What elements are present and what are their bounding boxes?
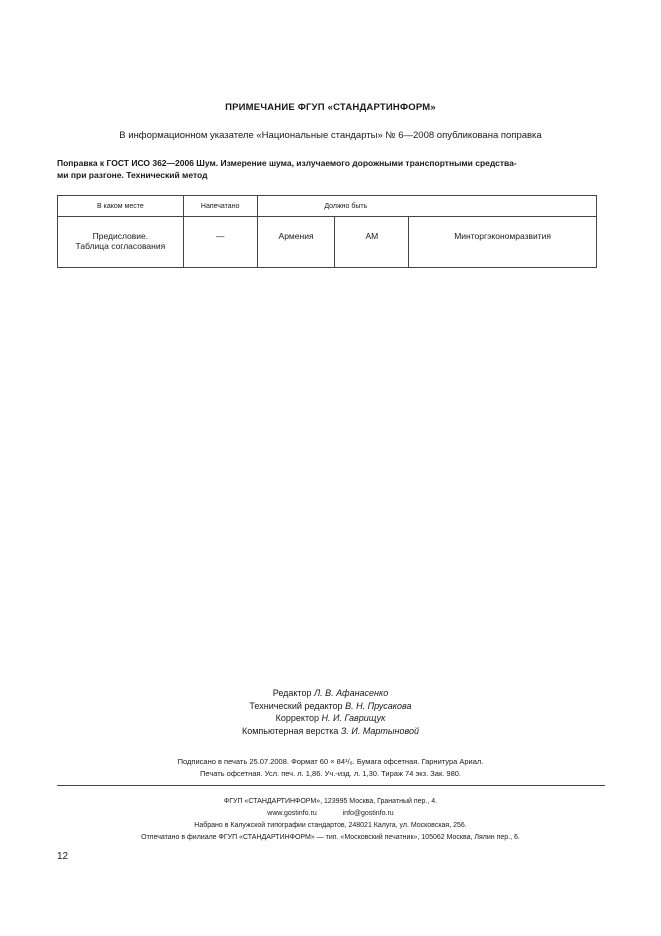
header-should-be-label: Должно быть (324, 202, 368, 210)
amendment-table (57, 195, 597, 268)
cell-where-line2: Таблица согласования (75, 241, 166, 251)
publisher-contacts (0, 810, 661, 817)
publisher-line4: Отпечатано в филиале ФГУП «СТАНДАРТИНФОРМ» — тип. «Московский печатник», 105062 Москва, Лялин пер., 6. (141, 834, 520, 841)
tech-editor-name: В. Н. Прусакова (345, 700, 412, 711)
credit-editor (0, 687, 661, 700)
table-row (58, 217, 597, 268)
divider (57, 785, 605, 786)
publisher-line1: ФГУП «СТАНДАРТИНФОРМ», 123995 Москва, Гранатный пер., 4. (223, 798, 438, 805)
tech-editor-label: Технический редактор (249, 700, 343, 711)
cell-printed-value: — (215, 231, 225, 241)
header-where: В каком месте (58, 196, 184, 217)
amendment-title (57, 157, 605, 181)
amendment-title-line2: ми при разгоне. Технический метод (57, 170, 208, 180)
layout-name: З. И. Мартыновой (340, 725, 420, 736)
layout-label: Компьютерная верстка (241, 725, 339, 736)
publisher-email[interactable]: info@gostinfo.ru (342, 810, 394, 817)
editor-label: Редактор (272, 688, 312, 698)
page-number: 12 (57, 851, 69, 862)
cell-agency-value: Минторгэкономразвития (454, 231, 552, 241)
header-should-be (257, 196, 596, 217)
publication-line2: Печать офсетная. Усл. печ. л. 1,86. Уч.-изд. л. 1,30. Тираж 74 экз. Зак. 980. (200, 769, 461, 778)
credits-block (0, 687, 661, 737)
publication-line1: Подписано в печать 25.07.2008. Формат 60 × 84¹/₈. Бумага офсетная. Гарнитура Ариал. (177, 757, 484, 766)
credit-corrector (0, 712, 661, 725)
cell-where-line1: Предисловие. (92, 231, 149, 241)
amendment-title-line1: Поправка к ГОСТ ИСО 362—2006 Шум. Измерение шума, излучаемого дорожными транспортными средства- (57, 158, 517, 168)
editor-name: Л. В. Афанасенко (313, 688, 389, 698)
note-title: ПРИМЕЧАНИЕ ФГУП «СТАНДАРТИНФОРМ» (225, 102, 436, 113)
publisher-line3: Набрано в Калужской типографии стандартов, 248021 Калуга, ул. Московская, 256. (194, 822, 467, 829)
header-printed: Напечатано (183, 196, 257, 217)
corrector-label: Корректор (275, 713, 319, 723)
cell-where (58, 217, 184, 268)
table-header-row (58, 196, 597, 217)
cell-agency (409, 217, 597, 268)
corrector-name: Н. И. Гаврищук (321, 713, 386, 723)
cell-country-value: Армения (278, 231, 314, 241)
cell-printed (183, 217, 257, 268)
cell-country (257, 217, 335, 268)
cell-code-value: AM (365, 231, 379, 241)
cell-code (335, 217, 409, 268)
publisher-website[interactable]: www.gostinfo.ru (267, 810, 317, 817)
credit-tech-editor (0, 700, 661, 713)
note-info: В информационном указателе «Национальные стандарты» № 6—2008 опубликована поправка (119, 130, 542, 141)
credit-layout (0, 725, 661, 738)
